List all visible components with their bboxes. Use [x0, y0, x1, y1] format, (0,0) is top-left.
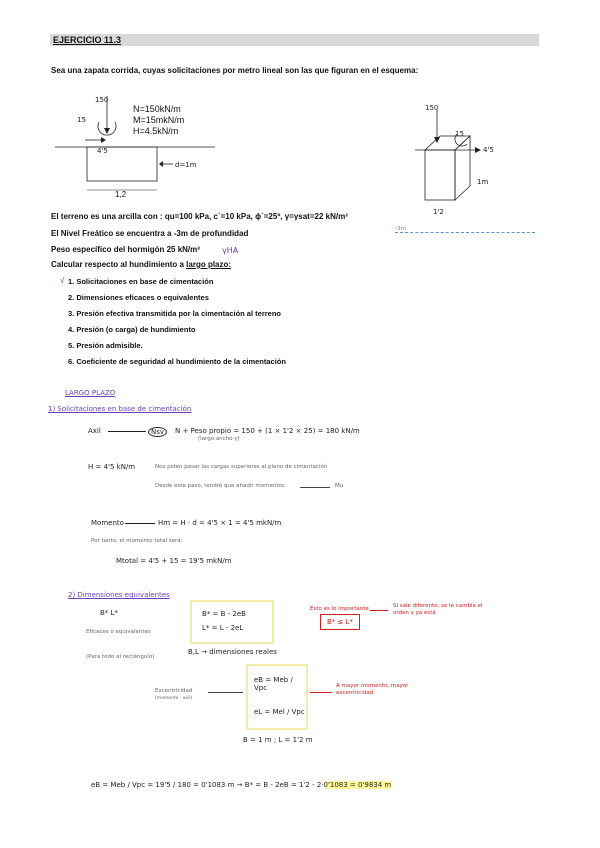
force-h: H=4.5kN/m [133, 126, 179, 136]
bl-note-2: (Para todo el rectángulo) [86, 654, 155, 660]
force-m: M=15mkN/m [133, 115, 185, 125]
h-note-1: Nos piden pasar las cargas superiores al plano de cimentación [155, 464, 328, 470]
water-text: El Nivel Freático se encuentra a -3m de profundidad [51, 229, 249, 238]
task-item-1: 1. Solicitaciones en base de cimentación [68, 277, 214, 286]
concrete-note: γHA [222, 246, 239, 255]
force-list [133, 104, 184, 137]
dims-note: B = 1 m ; L = 1'2 m [243, 736, 313, 744]
task-underlined: largo plazo: [186, 260, 232, 269]
cube-h-mark: 4'5 [483, 146, 494, 154]
axil-equation: N + Peso propio = 150 + (1 × 1'2 × 25) = 180 kN/m [175, 427, 360, 435]
cube-width-mark: 1'2 [433, 208, 444, 216]
depth-mark: d=1m [175, 161, 197, 169]
axil-symbol: Nsv [148, 427, 167, 437]
red-arrow-2 [310, 692, 332, 693]
real-dims-note: B,L → dimensiones reales [188, 648, 277, 656]
force-n: N=150kN/m [133, 104, 181, 114]
cube-moment-mark: 15 [455, 130, 464, 138]
n-mark: 150 [95, 96, 109, 104]
red-box: B* ≤ L* [320, 614, 360, 630]
h-note-2: Desde este paso, tendré que añadir momentos [155, 483, 285, 489]
section-1-heading: 1) Solicitaciones en base de cimentación [48, 405, 192, 413]
red-note-2: Si sale diferente, se le cambia el orden y ya está [393, 603, 483, 616]
largo-plazo-heading: LARGO PLAZO [65, 389, 116, 397]
ecc-sub: (momento · axil) [155, 696, 193, 701]
bl-label: B* L* [100, 609, 118, 617]
check-mark: √ [60, 276, 65, 285]
task-text: Calcular respecto al hundimiento a largo plazo: [51, 260, 232, 269]
ecc-arrow [208, 692, 243, 693]
ecc-label: Excentricidad [155, 688, 193, 694]
exercise-header: EJERCICIO 11.3 [50, 34, 539, 46]
task-item-5: 5. Presión admisible. [68, 341, 143, 350]
moment-arrow [125, 523, 155, 524]
intro-text: Sea una zapata corrida, cuyas solicitaciones por metro lineal son las que figuran en el esquema: [51, 66, 419, 75]
soil-text: El terreno es una arcilla con : qu=100 kPa, c´=10 kPa, ϕ´=25º, γ=γsat=22 kN/m³ [51, 212, 348, 221]
red-arrow-1 [370, 610, 388, 611]
red-note-1: Esto es lo importante [310, 606, 369, 612]
moment-label: Momento [91, 519, 124, 527]
final-equation: eB = Meb / Vpc = 19'5 / 180 = 0'1083 m → B* = B - 2eB = 1'2 - 2·0'1083 = 0'9834 m [91, 781, 392, 789]
task-item-4: 4. Presión (o carga) de hundimiento [68, 325, 196, 334]
moment-note: Por tanto, el momento total será: [91, 538, 183, 544]
cube-top-mark: 150 [425, 104, 439, 112]
water-note: -3m [395, 226, 535, 233]
h-label: H = 4'5 kN/m [88, 463, 136, 471]
section-2-heading: 2) Dimensiones equivalentes [68, 591, 170, 599]
cube-sketch [395, 100, 515, 220]
formula-el: eL = Mel / Vpc [254, 708, 305, 716]
axil-label: Axil [88, 427, 101, 435]
formula-b: B* = B - 2eB [202, 610, 246, 618]
axil-arrow [108, 431, 146, 432]
m-mark: 15 [77, 116, 86, 124]
bl-note-1: Eficaces o equivalentes [86, 629, 151, 635]
red-note-3: A mayor momento, mayor excentricidad [336, 683, 409, 696]
moment-equation: Hm = H · d = 4'5 × 1 = 4'5 mkN/m [158, 519, 282, 527]
h-arrow [300, 487, 330, 488]
task-item-6: 6. Coeficiente de seguridad al hundimiento de la cimentación [68, 357, 286, 366]
formula-box-2 [246, 664, 308, 730]
task-item-3: 3. Presión efectiva transmitida por la cimentación al terreno [68, 309, 281, 318]
axil-note: (largo·ancho·γ) [198, 436, 240, 442]
cube-height-mark: 1m [477, 178, 489, 186]
cube-diagram [395, 100, 515, 220]
moment-total: Mtotal = 4'5 + 15 = 19'5 mkN/m [116, 557, 232, 565]
footing-diagram [55, 92, 235, 204]
width-mark: 1,2 [115, 190, 127, 199]
concrete-text: Peso específico del hormigón 25 kN/m³ [51, 245, 200, 254]
h-note-3: Mu [335, 483, 344, 489]
formula-eb: eB = Meb / Vpc [254, 676, 293, 692]
formula-l: L* = L - 2eL [202, 624, 244, 632]
task-item-2: 2. Dimensiones eficaces o equivalentes [68, 293, 209, 302]
formula-box-1 [190, 600, 274, 644]
h-mark: 4'5 [97, 147, 108, 155]
